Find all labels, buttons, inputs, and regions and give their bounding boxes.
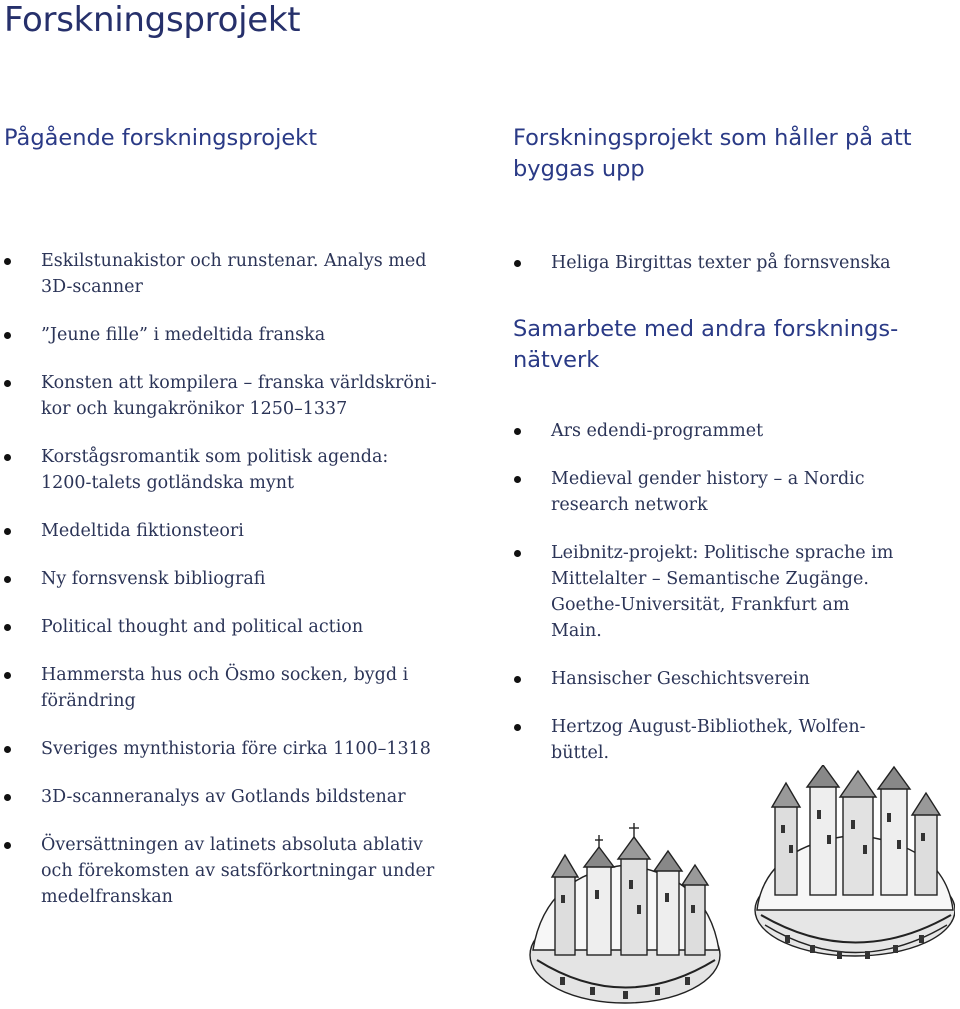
bullet-icon: [514, 476, 521, 483]
list-item-text: Medeltida fiktionsteori: [41, 521, 244, 541]
list-item-text: ”Jeune fille” i medeltida franska: [41, 325, 326, 345]
page-title: Forskningsprojekt: [4, 0, 301, 40]
bullet-icon: [4, 672, 11, 679]
city-left-icon: [530, 823, 720, 1003]
bullet-icon: [4, 624, 11, 631]
bullet-icon: [514, 724, 521, 731]
list-item-text: 3D-scanneranalys av Gotlands bildstenar: [41, 787, 406, 807]
list-item-text: Political thought and political action: [41, 617, 364, 637]
list-item: [4, 444, 454, 496]
medieval-city-illustration: [525, 765, 955, 1009]
list-item: [4, 566, 454, 592]
ongoing-projects-list: [4, 248, 454, 910]
bullet-icon: [4, 258, 11, 265]
list-item-text: Sveriges mynthistoria före cirka 1100–1318: [41, 739, 431, 759]
bullet-icon: [514, 428, 521, 435]
list-item: [4, 832, 454, 910]
list-item-text: Leibnitz-projekt: Politische sprache im Mittelalter – Semantische Zugänge. Goethe-Universität, Frankfurt am Main.: [551, 543, 894, 641]
list-item: [4, 370, 454, 422]
list-item-text: Heliga Birgittas texter på fornsvenska: [551, 253, 891, 273]
list-item: [4, 614, 454, 640]
list-item: [514, 250, 954, 276]
list-item: [4, 518, 454, 544]
list-item: [514, 540, 954, 644]
bullet-icon: [4, 746, 11, 753]
list-item-text: Medieval gender history – a Nordic research network: [551, 469, 865, 515]
bullet-icon: [514, 676, 521, 683]
list-item: [4, 662, 454, 714]
list-item: [514, 418, 954, 444]
list-item: [4, 784, 454, 810]
upcoming-projects-list: [514, 250, 954, 276]
list-item: [514, 666, 954, 692]
bullet-icon: [4, 332, 11, 339]
list-item-text: Ars edendi-programmet: [551, 421, 764, 441]
list-item: [4, 322, 454, 348]
list-item: [514, 714, 954, 766]
bullet-icon: [4, 528, 11, 535]
list-item-text: Konsten att kompilera – franska världskröni- kor och kungakrönikor 1250–1337: [41, 373, 437, 419]
right-column-heading: Forskningsprojekt som håller på att byggas upp: [513, 125, 912, 182]
network-heading: Samarbete med andra forsknings- nätverk: [513, 316, 899, 373]
list-item-text: Ny fornsvensk bibliografi: [41, 569, 266, 589]
bullet-icon: [514, 550, 521, 557]
list-item-text: Hammersta hus och Ösmo socken, bygd i förändring: [41, 665, 409, 711]
list-item-text: Översättningen av latinets absoluta ablativ och förekomsten av satsförkortningar under medelfranskan: [41, 835, 435, 907]
list-item: [4, 248, 454, 300]
bullet-icon: [514, 260, 521, 267]
list-item-text: Eskilstunakistor och runstenar. Analys med 3D-scanner: [41, 251, 427, 297]
list-item-text: Hansischer Geschichtsverein: [551, 669, 810, 689]
list-item: [4, 736, 454, 762]
list-item-text: Korstågsromantik som politisk agenda: 1200-talets gotländska mynt: [41, 447, 389, 493]
network-list: [514, 418, 954, 766]
left-column-heading: Pågående forskningsprojekt: [4, 125, 318, 151]
city-right-icon: [755, 765, 955, 959]
bullet-icon: [4, 454, 11, 461]
bullet-icon: [4, 842, 11, 849]
list-item-text: Hertzog August-Bibliothek, Wolfen- büttel.: [551, 717, 866, 763]
list-item: [514, 466, 954, 518]
bullet-icon: [4, 794, 11, 801]
bullet-icon: [4, 380, 11, 387]
bullet-icon: [4, 576, 11, 583]
